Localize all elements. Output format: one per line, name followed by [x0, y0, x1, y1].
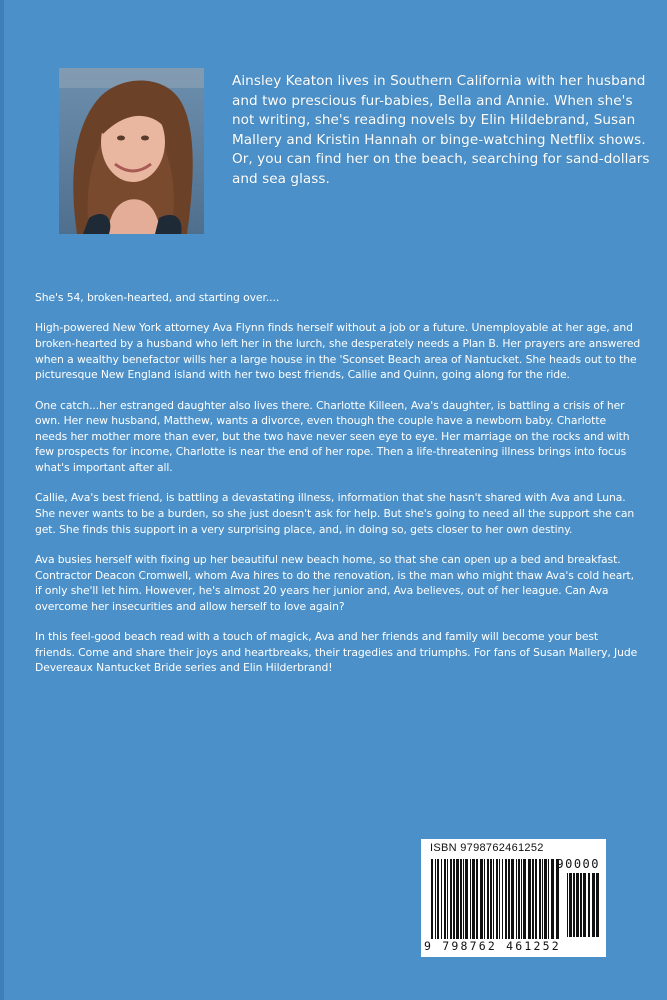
book-blurb: [35, 290, 641, 691]
author-photo: [59, 68, 204, 234]
blurb-paragraph: She's 54, broken-hearted, and starting over....: [35, 291, 280, 304]
cover-edge: [0, 0, 4, 1000]
isbn-label: ISBN 9798762461252: [430, 842, 544, 854]
blurb-paragraph: One catch...her estranged daughter also lives there. Charlotte Killeen, Ava's daughter, is battling a crisis of her own. Her new husband, Matthew, wants a divorce, even though the couple have a newborn baby. Charlotte needs her mother more than ever, but the two have never seen eye to eye. Her marriage on the rocks and with few prospects for income, Charlotte is near the end of her rope. Then a life-threatening illness brings into focus what's important after all.: [35, 398, 630, 474]
author-portrait-image: [59, 68, 204, 234]
blurb-paragraph: In this feel-good beach read with a touch of magick, Ava and her friends and family will become your best friends. Come and share their joys and heartbreaks, their tragedies and triumphs. For fans of Susan Mallery, Jude Devereaux Nantucket Bride series and Elin Hilderbrand!: [35, 630, 638, 675]
price-code: 90000: [556, 857, 600, 871]
blurb-paragraph: Callie, Ava's best friend, is battling a devastating illness, information that she hasn't shared with Ava and Luna. She never wants to be a burden, so she just doesn't ask for help. But she's going to need all the support she can get. She finds this support in a very surprising place, and, in doing so, gets closer to her own destiny.: [35, 491, 635, 536]
barcode-digits: 9 798762 461252: [424, 939, 561, 953]
author-bio: Ainsley Keaton lives in Southern California with her husband and two prescious fur-babies, Bella and Annie. When she's not writing, she's reading novels by Elin Hildebrand, Susan Mallery and Kristin Hannah or binge-watching Netflix shows. Or, you can find her on the beach, searching for sand-dollars and sea glass.: [232, 73, 650, 187]
blurb-paragraph: High-powered New York attorney Ava Flynn finds herself without a job or a future. Unemployable at her age, and broken-hearted by a husband who left her in the lurch, she desperately needs a Plan B. Her prayers are answered when a wealthy benefactor wills her a large house in the 'Sconset Beach area of Nantucket. She heads out to the picturesque New England island with her two best friends, Callie and Quinn, going along for the ride.: [35, 321, 641, 382]
blurb-paragraph: Ava busies herself with fixing up her beautiful new beach home, so that she can open up a bed and breakfast. Contractor Deacon Cromwell, whom Ava hires to do the renovation, is the man who might thaw Ava's cold heart, if only she'll let him. However, he's almost 20 years her junior and, Ava believes, out of her league. Can Ava overcome her insecurities and allow herself to love again?: [35, 552, 635, 613]
isbn-barcode-box: [421, 839, 606, 957]
